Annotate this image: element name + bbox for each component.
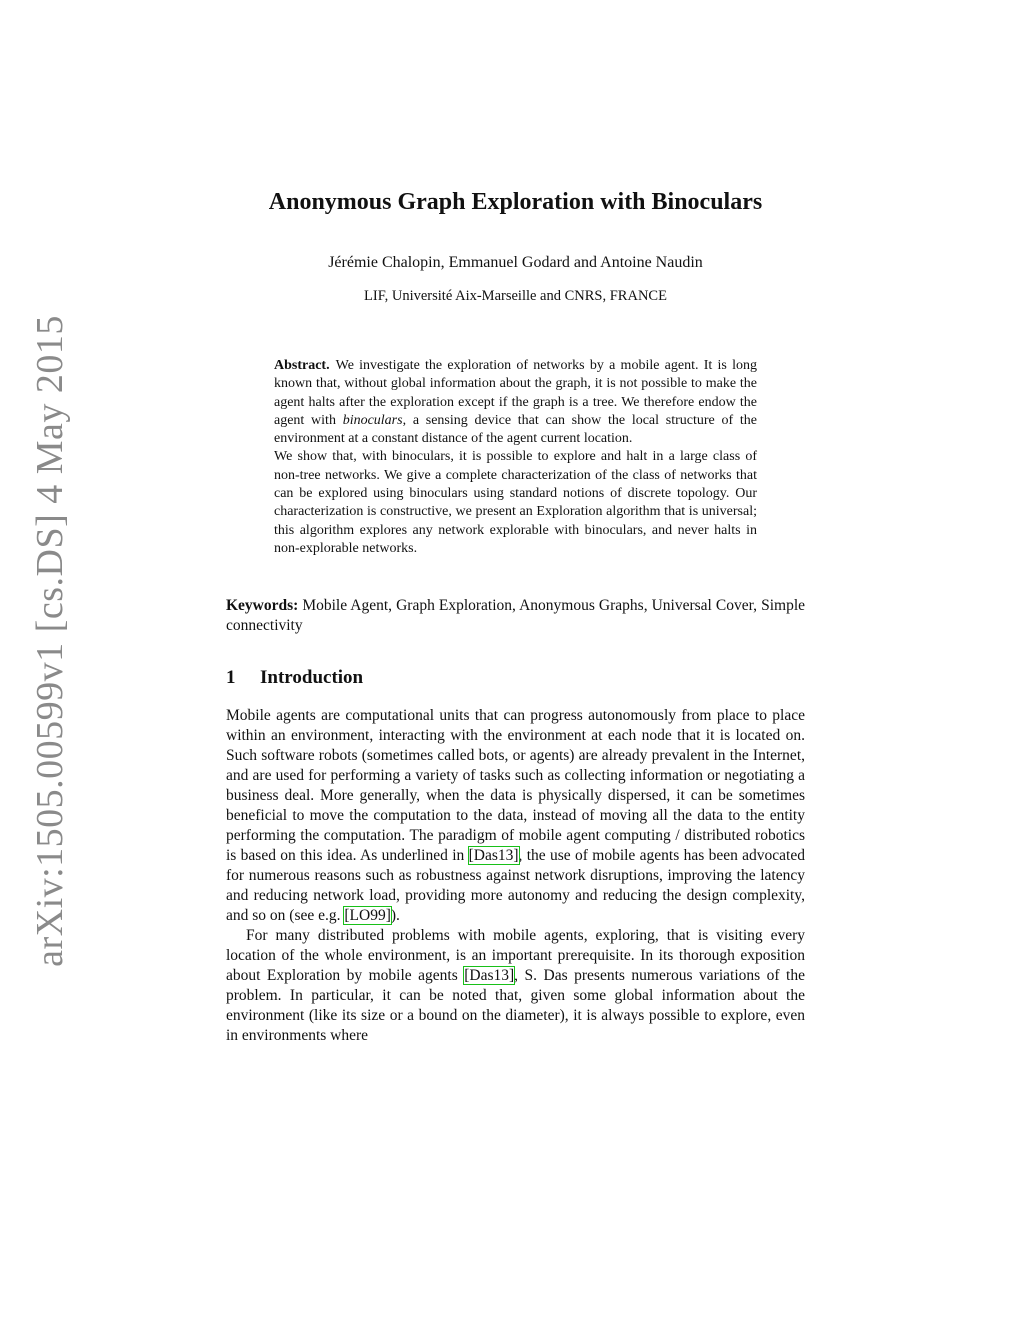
citation-link-lo99[interactable]: [LO99] [344,907,391,925]
citation-link-das13-second[interactable]: [Das13] [464,967,515,985]
abstract-paragraph-2: We show that, with binoculars, it is possible to explore and halt in a large class of non-tree networks. We give a complete characterization of the class of networks that can be explored using binoculars using standard notions of discrete topology. Our characterization is constructive, we present an Exploration algorithm that is universal; this algorithm explores any network explorable with binoculars, and never halts in non-explorable networks. [274,449,757,556]
author-list: Jérémie Chalopin, Emmanuel Godard and Antoine Naudin [328,254,703,271]
author-affiliation: LIF, Université Aix-Marseille and CNRS, FRANCE [364,288,667,304]
abstract-paragraph-1 [274,357,757,448]
keywords-text: Mobile Agent, Graph Exploration, Anonymous Graphs, Universal Cover, Simple connectivity [226,597,805,635]
intro-text-2b: , S. Das presents numerous variations of the problem. In particular, it can be noted that, given some global information about the environment (like its size or a bound on the diameter), it is always possible to explore, even in environments where [226,967,805,1045]
intro-text-1b: , the use of mobile agents has been advocated for numerous reasons such as robustness against network disruptions, improving the latency and reducing network load, providing more autonomy and reducing the design complexity, and so on (see e.g. [226,847,805,925]
intro-text-1a: Mobile agents are computational units that can progress autonomously from place to place within an environment, interacting with the environment at each node that it is located on. Such software robots (sometimes called bots, or agents) are already prevalent in the Internet, and are used for performing a variety of tasks such as collecting information or negotiating a business deal. More generally, when the data is physically dispersed, it can be sometimes beneficial to move the computation to the data, instead of moving all the data to the entity performing the computation. The paradigm of mobile agent computing / distributed robotics is based on this idea. As underlined in [226,707,805,865]
introduction-body [226,706,805,1046]
keywords-block [226,596,805,636]
section-heading-introduction [226,666,805,690]
intro-text-1c: ). [390,907,400,925]
section-title: Introduction [260,667,364,689]
abstract-emphasis: binoculars [342,412,403,428]
paper-page [226,185,805,1046]
section-number: 1 [226,667,236,689]
abstract-text-1b: , a sensing device that can show the local structure of the environment at a constant distance of the agent current location. [274,412,757,447]
arxiv-identifier-stamp [28,315,72,967]
abstract-label: Abstract. [274,358,330,373]
intro-text-2a: For many distributed problems with mobile agents, exploring, that is visiting every location of the whole environment, is an important prerequisite. In its thorough exposition about Exploration by mobile agents [226,927,805,985]
intro-paragraph-2 [226,926,805,1046]
arxiv-identifier-text: arXiv:1505.00599v1 [cs.DS] 4 May 2015 [29,315,71,967]
abstract-text-1a: We investigate the exploration of networks by a mobile agent. It is long known that, without global information about the graph, it is not possible to make the agent halts after the exploration except if the graph is a tree. We therefore endow the agent with [274,358,757,428]
paper-title: Anonymous Graph Exploration with Binoculars [268,189,763,215]
abstract-block [274,357,757,558]
intro-paragraph-1 [226,706,805,926]
citation-link-das13[interactable]: [Das13] [468,847,519,865]
keywords-label: Keywords: [226,597,299,615]
